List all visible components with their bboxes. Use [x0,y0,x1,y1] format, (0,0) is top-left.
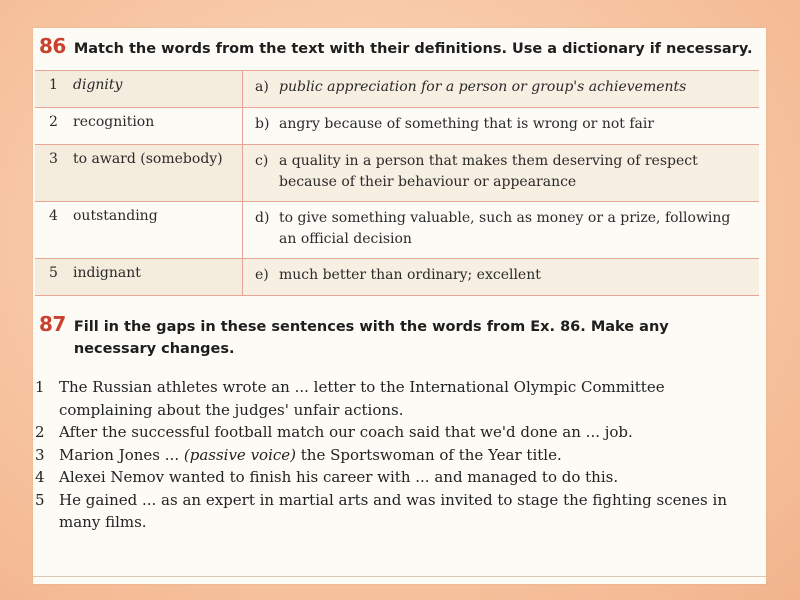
sentence-item [35,466,735,489]
table-row [35,71,759,108]
definition-letter: e) [255,267,269,283]
gap-fill-sentences [35,376,735,534]
sentence-item [35,376,735,421]
definition-text: much better than ordinary; excellent [279,267,541,283]
definition-text: public appreciation for a person or group's achievements [279,79,687,95]
word-number: 4 [49,208,58,224]
page-bottom-rule [33,576,766,577]
word-number: 3 [49,151,58,167]
word-text: outstanding [73,208,158,224]
word-number: 5 [49,265,58,281]
word-cell [35,145,243,201]
sentence-item [35,489,735,534]
table-row [35,202,759,259]
word-text: dignity [73,77,123,93]
sentence-number: 1 [35,378,45,396]
word-text: to award (somebody) [73,151,223,167]
sentence-number: 2 [35,423,45,441]
word-cell [35,71,243,107]
table-row [35,259,759,296]
definition-letter: a) [255,79,269,95]
sentence-number: 3 [35,445,45,464]
sentence-item [35,444,735,467]
sentence-number: 5 [35,490,45,509]
word-text: recognition [73,114,155,130]
sentence-number: 4 [35,468,45,486]
grammar-hint: (passive voice) [183,445,297,464]
textbook-page [33,28,766,584]
word-cell [35,108,243,144]
table-row [35,108,759,145]
definition-cell [243,259,759,295]
word-cell [35,202,243,258]
exercise-86-heading [39,34,752,60]
definition-letter: d) [255,210,270,226]
definition-text: angry because of something that is wrong or not fair [279,116,655,132]
sentence-text-start: Marion Jones ... [59,445,184,464]
definition-text: a quality in a person that makes them deserving of respect because of their behaviour or appearance [279,153,698,190]
word-number: 2 [49,114,58,130]
sentence-text: The Russian athletes wrote an ... letter to the International Olympic Committee complaining about the judges' unfair actions. [59,378,665,419]
matching-table [35,70,759,296]
definition-cell [243,202,759,258]
sentence-text: After the successful football match our coach said that we'd done an ... job. [59,423,633,441]
sentence-text [59,444,562,467]
sentence-text: He gained ... as an expert in martial arts and was invited to stage the fighting scenes in many films. [59,490,727,531]
word-number: 1 [49,77,58,93]
table-row [35,145,759,202]
definition-letter: b) [255,116,270,132]
definition-cell [243,108,759,144]
sentence-text-end: the Sportswoman of the Year title. [296,445,562,464]
exercise-87-heading [39,312,699,360]
word-cell [35,259,243,295]
definition-letter: c) [255,153,269,169]
definition-cell [243,71,759,107]
sentence-item [35,421,735,444]
definition-text: to give something valuable, such as money or a prize, following an official decision [279,210,731,247]
word-text: indignant [73,265,141,281]
exercise-86-number: 86 [39,34,66,58]
sentence-text: Alexei Nemov wanted to finish his career with ... and managed to do this. [59,468,619,486]
exercise-87-number: 87 [39,312,66,336]
exercise-87-instruction: Fill in the gaps in these sentences with the words from Ex. 86. Make any necessary changes. [73,319,669,357]
definition-cell [243,145,759,201]
exercise-86-instruction: Match the words from the text with their definitions. Use a dictionary if necessary. [73,41,753,57]
